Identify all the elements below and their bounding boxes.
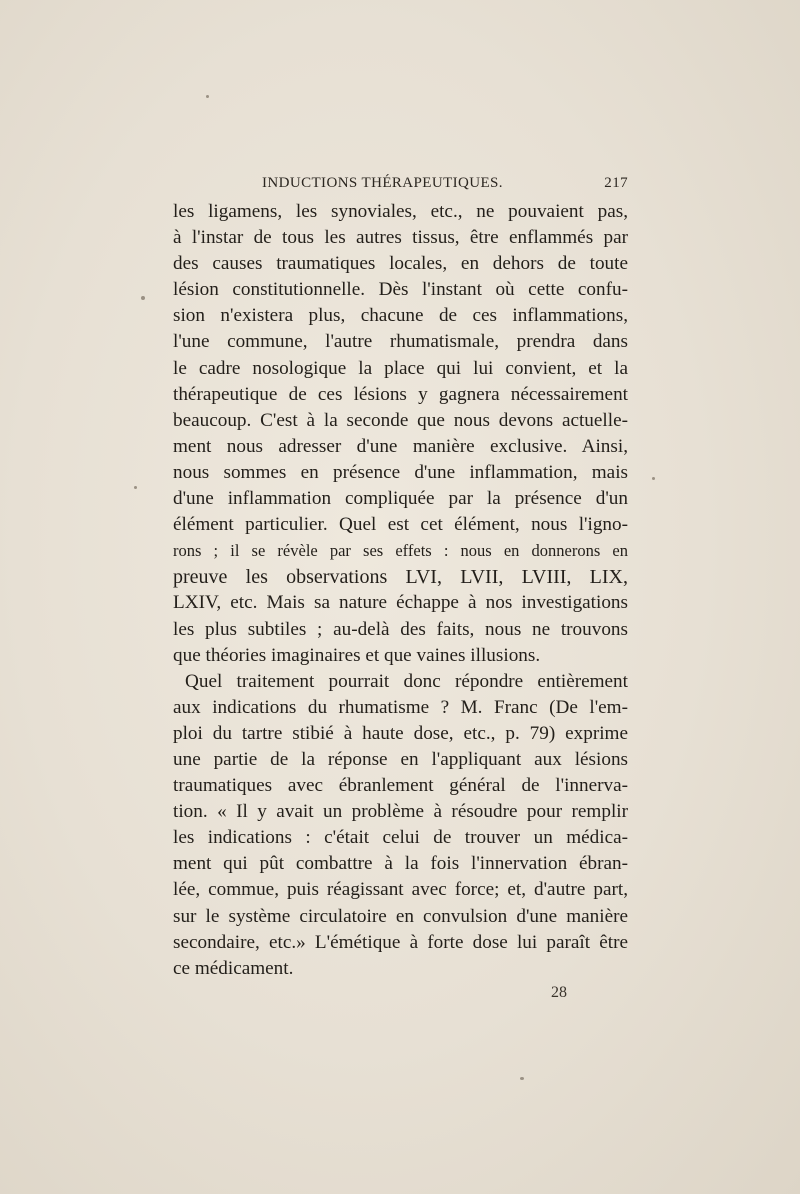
paragraph-start-line: Quel traitement pourrait donc répondre entièrement [185,670,628,692]
text-line: nous sommes en présence d'une inflammation, mais [173,461,628,483]
page-header [262,175,628,197]
text-line: d'une inflammation compliquée par la présence d'un [173,488,628,510]
text-line: sur le système circulatoire en convulsion d'une manière [173,905,628,927]
body-text [173,199,628,982]
text-line: LXIV, etc. Mais sa nature échappe à nos investigations [173,592,628,614]
paper-speck [520,1077,524,1080]
paper-speck [134,486,137,489]
text-line: lésion constitutionnelle. Dès l'instant où cette confu- [173,279,628,301]
signature-mark: 28 [551,984,567,1001]
text-line: sion n'existera plus, chacune de ces inflammations, [173,305,628,327]
paper-speck [206,95,209,98]
text-line: secondaire, etc.» L'émétique à forte dose lui paraît être [173,931,628,953]
text-line: une partie de la réponse en l'appliquant aux lésions [173,748,628,770]
text-line: ment qui pût combattre à la fois l'innervation ébran- [173,853,628,875]
text-line: aux indications du rhumatisme ? M. Franc (De l'em- [173,696,628,718]
text-line: beaucoup. C'est à la seconde que nous devons actuelle- [173,409,628,431]
text-line: les ligamens, les synoviales, etc., ne pouvaient pas, [173,201,628,222]
text-line: élément particulier. Quel est cet élément, nous l'igno- [173,514,628,536]
text-line: tion. « Il y avait un problème à résoudre pour remplir [173,801,628,823]
paper-speck [141,296,145,300]
page-number: 217 [604,175,628,191]
text-line: les plus subtiles ; au-delà des faits, nous ne trouvons [173,618,628,640]
text-line: le cadre nosologique la place qui lui convient, et la [173,357,628,379]
text-line: l'une commune, l'autre rhumatismale, prendra dans [173,331,628,353]
text-line: ce médicament. [173,957,294,979]
text-line: les indications : c'était celui de trouver un médica- [173,827,628,849]
text-line: preuve les observations LVI, LVII, LVIII, LIX, [173,566,628,589]
text-line: à l'instar de tous les autres tissus, être enflammés par [173,227,628,249]
paper-speck [652,477,655,480]
running-title: INDUCTIONS THÉRAPEUTIQUES. [262,175,503,191]
text-line: des causes traumatiques locales, en dehors de toute [173,253,628,275]
text-line: traumatiques avec ébranlement général de l'innerva- [173,775,628,797]
text-line: lée, commue, puis réagissant avec force; et, d'autre part, [173,879,628,901]
text-line: thérapeutique de ces lésions y gagnera nécessairement [173,383,628,405]
text-line: ploi du tartre stibié à haute dose, etc., p. 79) exprime [173,722,628,744]
text-line: que théories imaginaires et que vaines illusions. [173,644,541,666]
text-line: ment nous adresser d'une manière exclusive. Ainsi, [173,435,628,457]
text-line: rons ; il se révèle par ses effets : nous en donnerons en [173,541,628,561]
